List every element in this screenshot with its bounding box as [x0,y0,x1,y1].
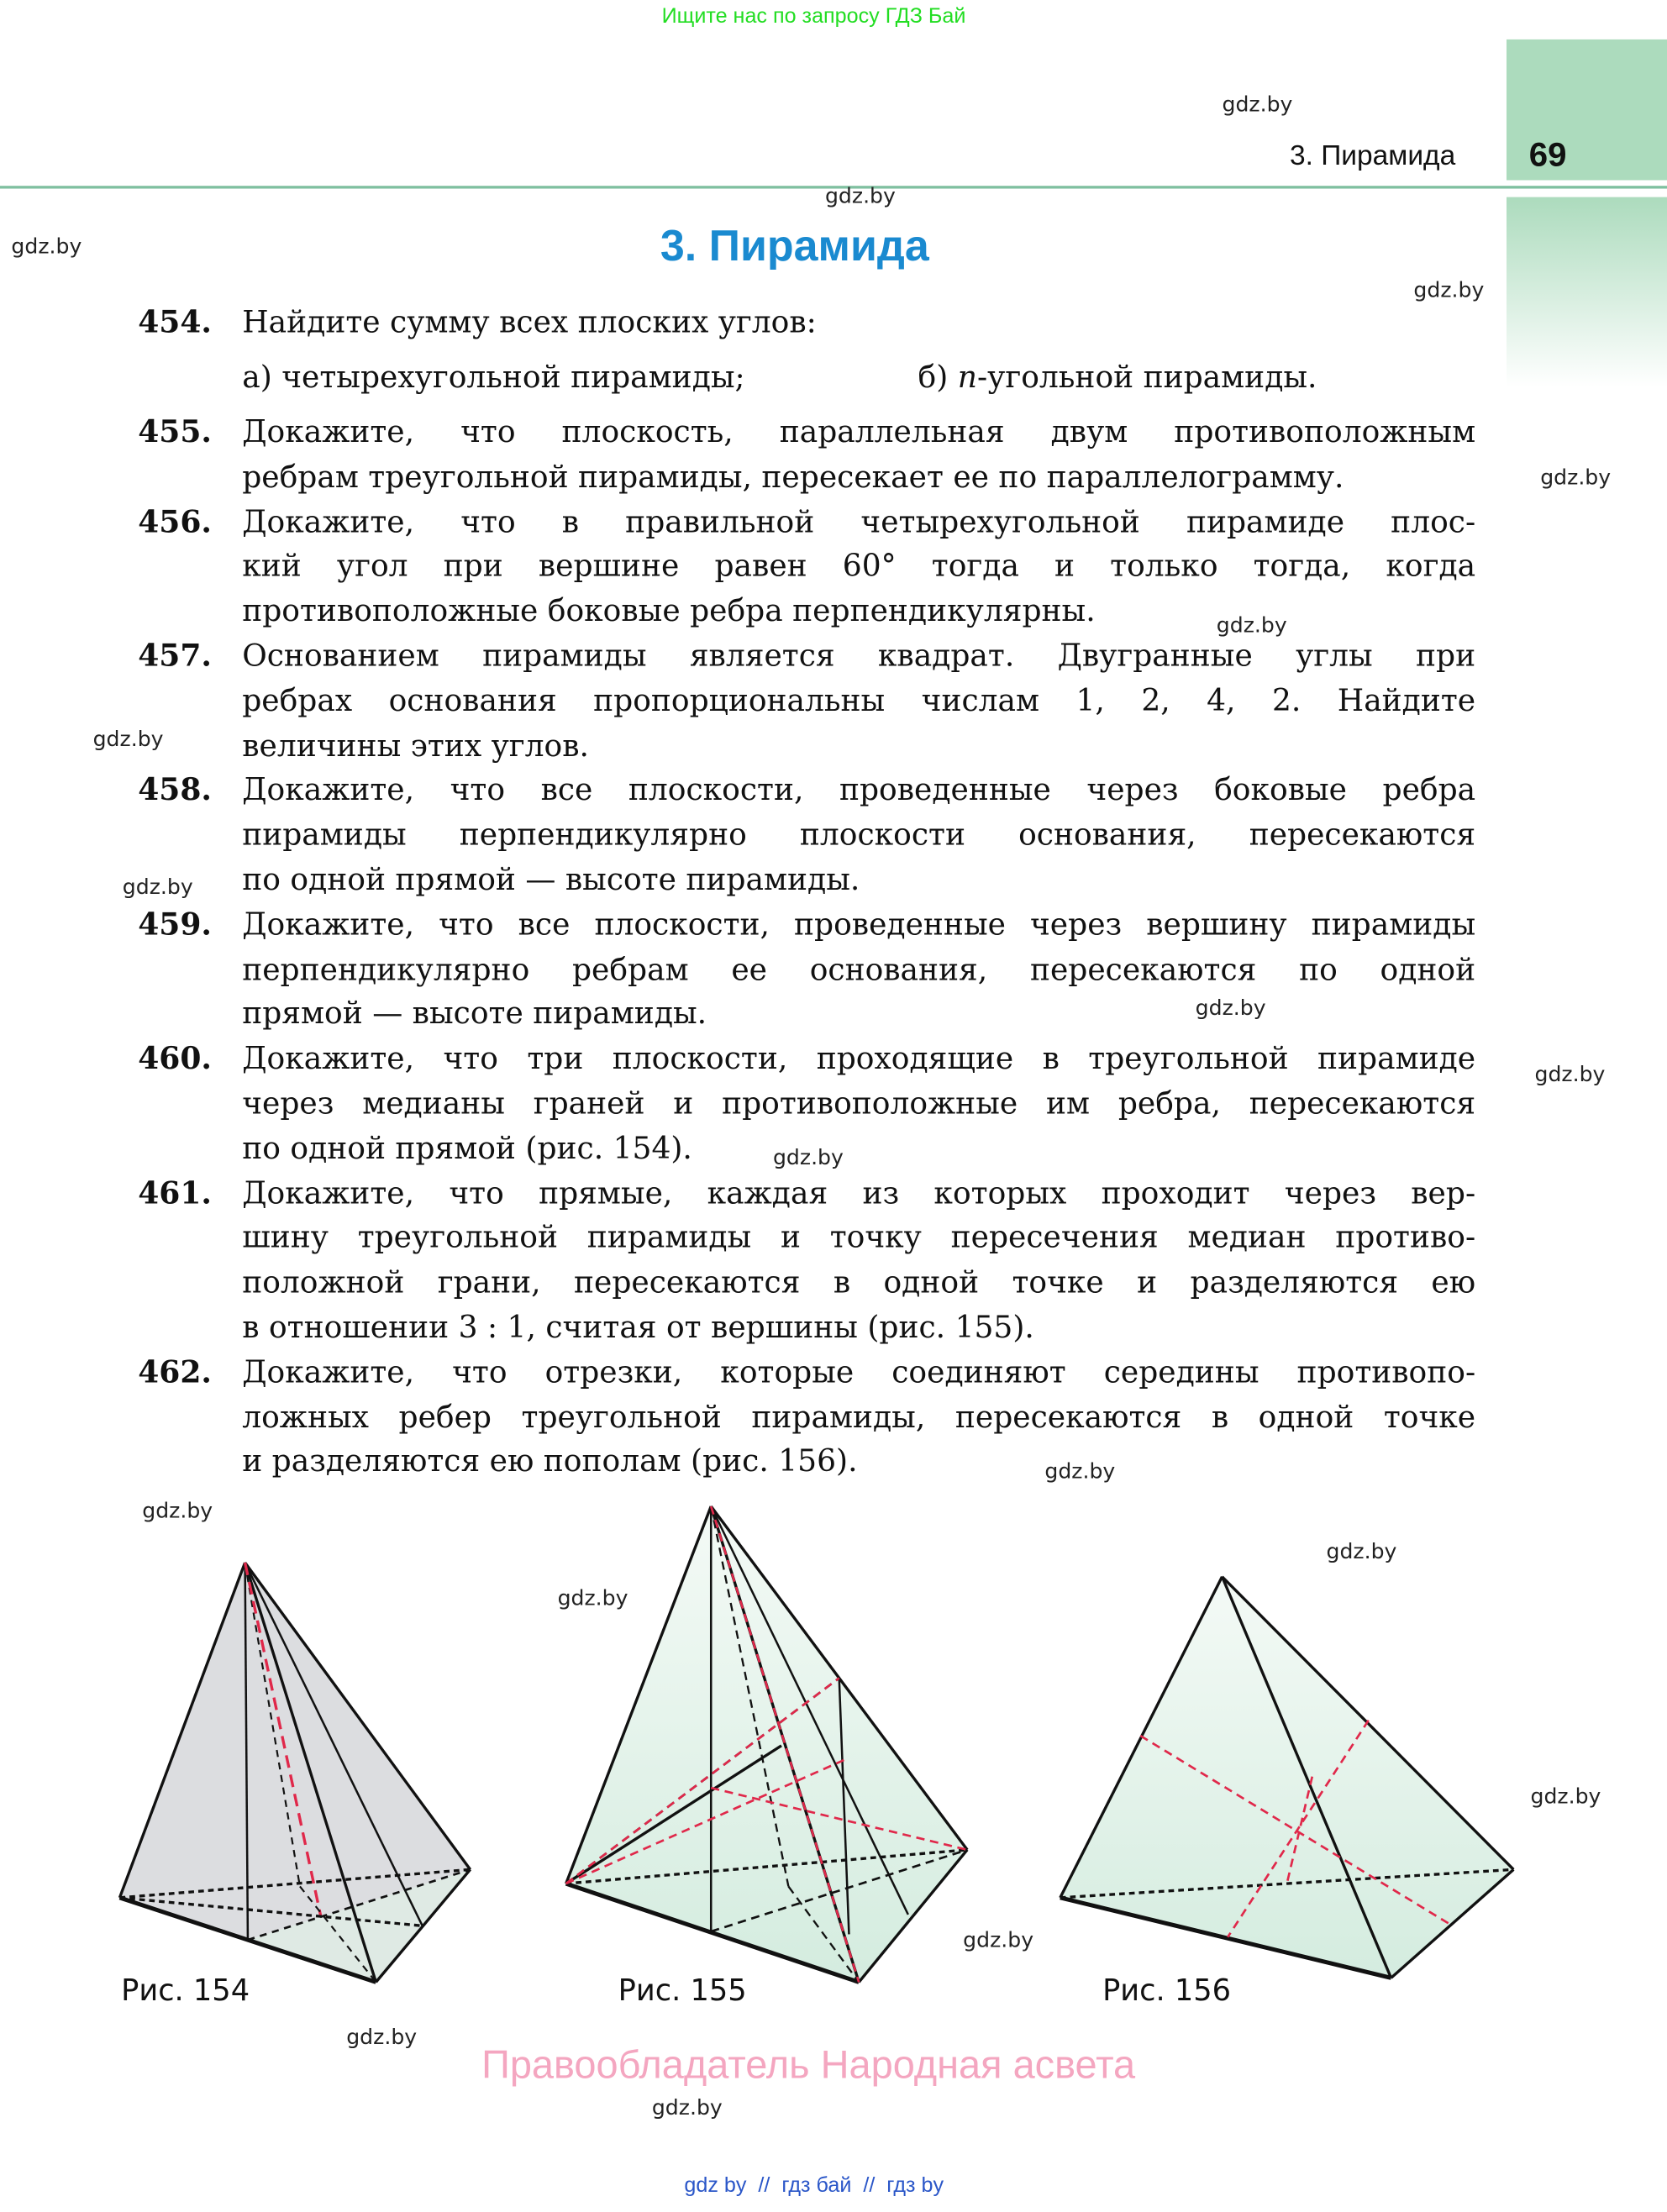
problem-text-line: Докажите, что все плоскости, проведенные через боковые ребра [242,773,1476,809]
option-b-prefix: б) [918,360,958,396]
page-number: 69 [1528,136,1567,175]
problem-number: 458. [138,773,212,809]
figure-156-pyramid [1060,1577,1514,1978]
problem-text-line: по одной прямой — высоте пирамиды. [242,863,860,899]
problem-text: Найдите сумму всех плоских углов: [242,305,817,341]
problem-text-line: кий угол при вершине равен 60° тогда и только тогда, когда [242,549,1476,586]
watermark: gdz.by [772,1144,844,1170]
problem-text-line: Докажите, что в правильной четырехугольной пирамиде плос- [242,504,1476,540]
figure-155-pyramid [566,1506,968,1982]
watermark: gdz.by [1534,1061,1606,1087]
top-banner[interactable]: Ищите нас по запросу ГДЗ Бай [661,4,966,29]
problem-text-line: Докажите, что три плоскости, проходящие в треугольной пирамиде [242,1042,1476,1078]
chapter-title: 3. Пирамида [660,221,929,271]
figure-156-caption: Рис. 156 [1102,1973,1232,2008]
watermark: gdz.by [122,874,193,900]
watermark: gdz.by [824,182,896,209]
watermark: gdz.by [1540,464,1612,491]
problem-text-line: пирамиды перпендикулярно плоскости основания, пересекаются [242,817,1476,854]
watermark: gdz.by [1195,995,1266,1021]
problem-text-line: ребрам треугольной пирамиды, пересекает ее по параллелограмму. [242,460,1344,496]
figure-155-caption: Рис. 155 [618,1973,747,2008]
option-b-rest: -угольной пирамиды. [976,360,1317,396]
problem-text-line: по одной прямой (рис. 154). [242,1131,692,1167]
problem-text-line: Докажите, что отрезки, которые соединяют середины противопо- [242,1355,1476,1391]
problem-number: 460. [138,1042,212,1078]
watermark: gdz.by [963,1927,1034,1953]
watermark: gdz.by [11,234,82,260]
watermark: gdz.by [1413,277,1485,303]
problem-number: 462. [138,1355,212,1391]
problem-number: 455. [138,415,212,451]
problem-text-line: Докажите, что плоскость, параллельная двум противоположным [242,415,1476,451]
watermark: gdz.by [1530,1784,1601,1810]
watermark: gdz.by [1216,612,1287,638]
problem-text-line: перпендикулярно ребрам ее основания, пересекаются по одной [242,952,1476,988]
problem-text-line: положной грани, пересекаются в одной точке и разделяются ею [242,1265,1476,1301]
figure-154-pyramid [119,1563,470,1982]
watermark: gdz.by [1222,91,1293,118]
problem-text-line: величины этих углов. [242,728,589,764]
problem-option-a: а) четырехугольной пирамиды; [242,360,745,396]
watermark: gdz.by [142,1497,213,1524]
figure-154-caption: Рис. 154 [121,1973,250,2008]
problem-text-line: через медианы граней и противоположные им ребра, пересекаются [242,1086,1476,1122]
problem-text-line: ребрах основания пропорциональны числам 1, 2, 4, 2. Найдите [242,684,1476,719]
problem-text-line: шину треугольной пирамиды и точку пересечения медиан противо- [242,1221,1476,1257]
problem-text-line: противоположные боковые ребра перпендикулярны. [242,594,1096,630]
problem-number: 461. [138,1176,212,1212]
problem-text-line: Докажите, что прямые, каждая из которых проходит через вер- [242,1176,1476,1212]
problem-text-line: прямой — высоте пирамиды. [242,997,707,1032]
problem-text-line: Докажите, что все плоскости, проведенные через вершину пирамиды [242,907,1476,943]
watermark: gdz.by [346,2024,418,2050]
problem-number: 457. [138,638,212,675]
watermark: gdz.by [651,2094,723,2120]
problem-text-line: и разделяются ею пополам (рис. 156). [242,1444,858,1480]
problem-text-line: Основанием пирамиды является квадрат. Двугранные углы при [242,638,1476,675]
problem-text-line: ложных ребер треугольной пирамиды, пересекаются в одной точке [242,1400,1476,1436]
problem-number: 456. [138,504,212,540]
watermark: gdz.by [92,726,164,752]
problem-number: 459. [138,907,212,943]
watermark: gdz.by [557,1584,628,1611]
running-header-section: 3. Пирамида [1289,140,1456,172]
problem-text-line: в отношении 3 : 1, считая от вершины (рис. 155). [242,1311,1034,1346]
copyright-notice: Правообладатель Народная асвета [481,2042,1136,2087]
watermark: gdz.by [1326,1538,1397,1564]
option-b-variable: n [957,360,977,396]
problem-number: 454. [138,305,212,341]
watermark: gdz.by [1044,1458,1116,1484]
footer-links[interactable]: gdz by // гдз бай // гдз by [684,2173,944,2198]
